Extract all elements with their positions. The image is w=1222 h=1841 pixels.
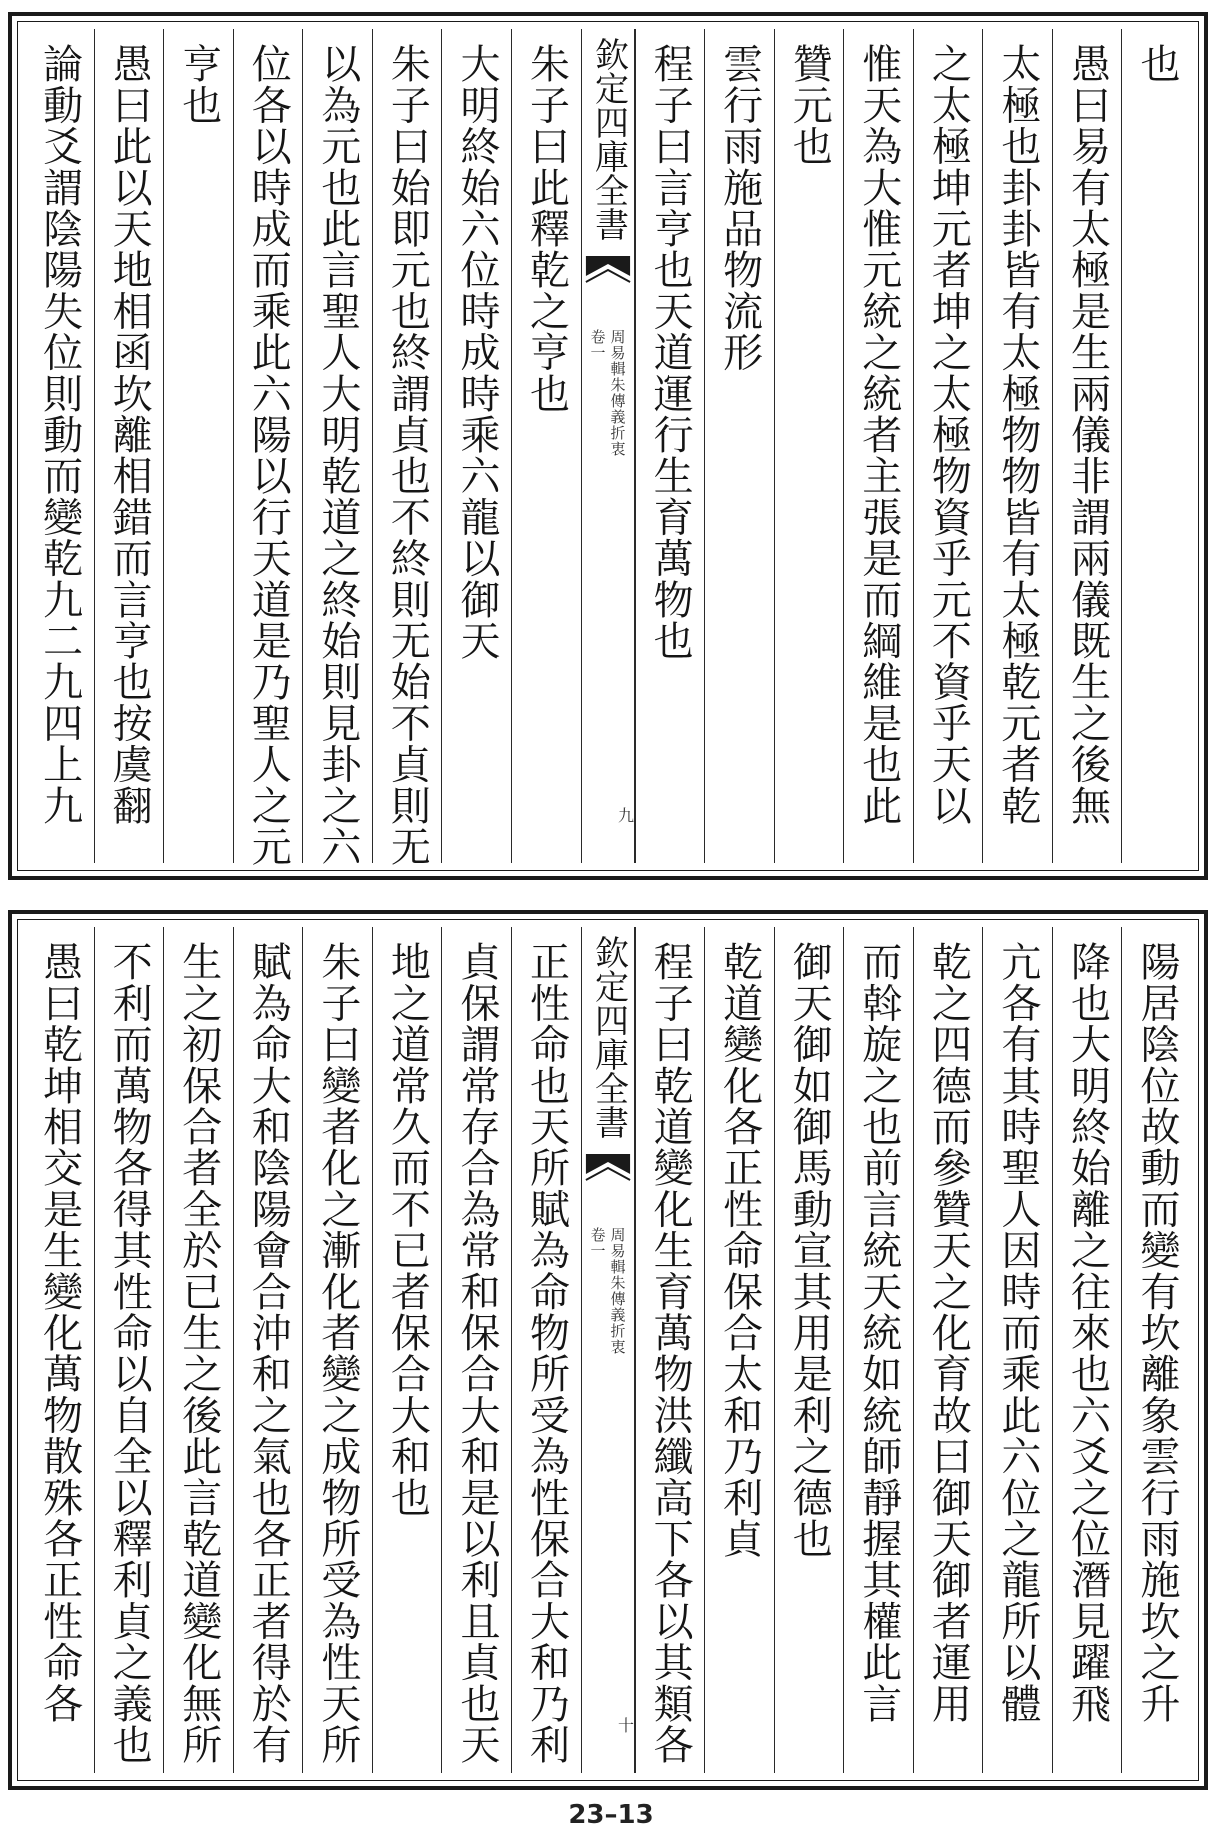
text-column (163, 927, 233, 1773)
text-column (843, 29, 913, 863)
column-text: 亨也 (175, 43, 222, 126)
column-text: 論動爻謂陰陽失位則動而變乾九二九四上九 (36, 43, 83, 826)
fish-tail-mark-icon (584, 254, 632, 300)
top-page-columns (25, 29, 1191, 867)
text-column (774, 29, 844, 863)
text-column (982, 29, 1052, 863)
text-column (372, 29, 442, 867)
bottom-page-columns (25, 927, 1191, 1773)
text-column (913, 29, 983, 863)
column-text: 乾道變化各正性命保合太和乃利貞 (716, 941, 763, 1559)
text-column (982, 927, 1052, 1773)
column-text: 賦為命大和陰陽會合沖和之氣也各正者得於有 (245, 941, 292, 1765)
text-column (441, 29, 511, 863)
book-title: 周易輯朱傳義折衷 (608, 329, 627, 457)
volume-label: 卷一 (588, 329, 607, 361)
column-text: 贊元也 (786, 43, 833, 167)
fold-gutter (581, 29, 635, 863)
bottom-page-frame (8, 910, 1208, 1790)
folio-number: 十 (615, 1717, 635, 1733)
column-text: 大明終始六位時成時乘六龍以御天 (453, 43, 500, 661)
text-column (302, 927, 372, 1773)
fish-tail-mark-icon (584, 1152, 632, 1198)
page-number: 23–13 (568, 1800, 654, 1830)
text-column (233, 927, 303, 1773)
column-text: 惟天為大惟元統之統者主張是而綱維是也此 (855, 43, 902, 826)
column-text: 御天御如御馬動宣其用是利之德也 (786, 941, 833, 1559)
column-text: 朱子曰此釋乾之亨也 (523, 43, 570, 414)
column-text: 亢各有其時聖人因時而乘此六位之龍所以體 (994, 941, 1041, 1724)
text-column (25, 927, 94, 1773)
text-column (233, 29, 303, 867)
column-text: 以為元也此言聖人大明乾道之終始則見卦之六 (314, 43, 361, 867)
text-column (1052, 927, 1122, 1773)
column-text: 愚曰此以天地相函坎離相錯而言亨也按虞翻 (106, 43, 153, 826)
column-text: 之太極坤元者坤之太極物資乎元不資乎天以 (925, 43, 972, 826)
text-column (704, 29, 774, 863)
column-text: 朱子曰始即元也終謂貞也不終則无始不貞則无 (384, 43, 431, 867)
text-column (511, 927, 581, 1773)
text-column (635, 29, 705, 863)
top-page-frame (8, 12, 1208, 880)
column-text: 地之道常久而不已者保合大和也 (384, 941, 431, 1518)
text-column (1121, 29, 1191, 863)
column-text: 雲行雨施品物流形 (716, 43, 763, 373)
text-column (302, 29, 372, 867)
column-text: 程子曰言亨也天道運行生育萬物也 (647, 43, 694, 661)
column-text: 位各以時成而乘此六陽以行天道是乃聖人之元 (245, 43, 292, 867)
text-column (635, 927, 705, 1773)
column-text: 愚曰易有太極是生兩儀非謂兩儀既生之後無 (1064, 43, 1111, 826)
book-title: 周易輯朱傳義折衷 (608, 1227, 627, 1355)
text-column (843, 927, 913, 1773)
text-column (441, 927, 511, 1773)
text-column (704, 927, 774, 1773)
text-column (913, 927, 983, 1773)
gutter-subtitle (582, 1227, 634, 1355)
column-text: 正性命也天所賦為命物所受為性保合大和乃利 (523, 941, 570, 1765)
text-column (372, 927, 442, 1773)
text-column (1121, 927, 1191, 1773)
text-column (774, 927, 844, 1773)
gutter-subtitle (582, 329, 634, 457)
text-column (25, 29, 94, 863)
text-column (1052, 29, 1122, 863)
column-text: 太極也卦卦皆有太極物物皆有太極乾元者乾 (994, 43, 1041, 826)
text-column (94, 29, 164, 863)
text-column (94, 927, 164, 1773)
column-text: 乾之四德而參贊天之化育故曰御天御者運用 (925, 941, 972, 1724)
folio-number: 九 (615, 807, 635, 823)
column-text: 貞保謂常存合為常和保合大和是以利且貞也天 (453, 941, 500, 1765)
fold-gutter (581, 927, 635, 1773)
column-text: 也 (1134, 43, 1180, 85)
collection-title: 欽定四庫全書 (588, 935, 629, 1139)
column-text: 程子曰乾道變化生育萬物洪纖高下各以其類各 (647, 941, 694, 1765)
column-text: 朱子曰變者化之漸化者變之成物所受為性天所 (314, 941, 361, 1765)
column-text: 生之初保合者全於已生之後此言乾道變化無所 (175, 941, 222, 1765)
collection-title: 欽定四庫全書 (588, 37, 629, 241)
column-text: 愚曰乾坤相交是生變化萬物散殊各正性命各 (36, 941, 83, 1724)
text-column (511, 29, 581, 863)
column-text: 而斡旋之也前言統天統如統師靜握其權此言 (855, 941, 902, 1724)
column-text: 不利而萬物各得其性命以自全以釋利貞之義也 (106, 941, 153, 1765)
volume-label: 卷一 (588, 1227, 607, 1259)
column-text: 降也大明終始離之往來也六爻之位潛見躍飛 (1064, 941, 1111, 1724)
column-text: 陽居陰位故動而變有坎離象雲行雨施坎之升 (1134, 941, 1180, 1724)
text-column (163, 29, 233, 863)
